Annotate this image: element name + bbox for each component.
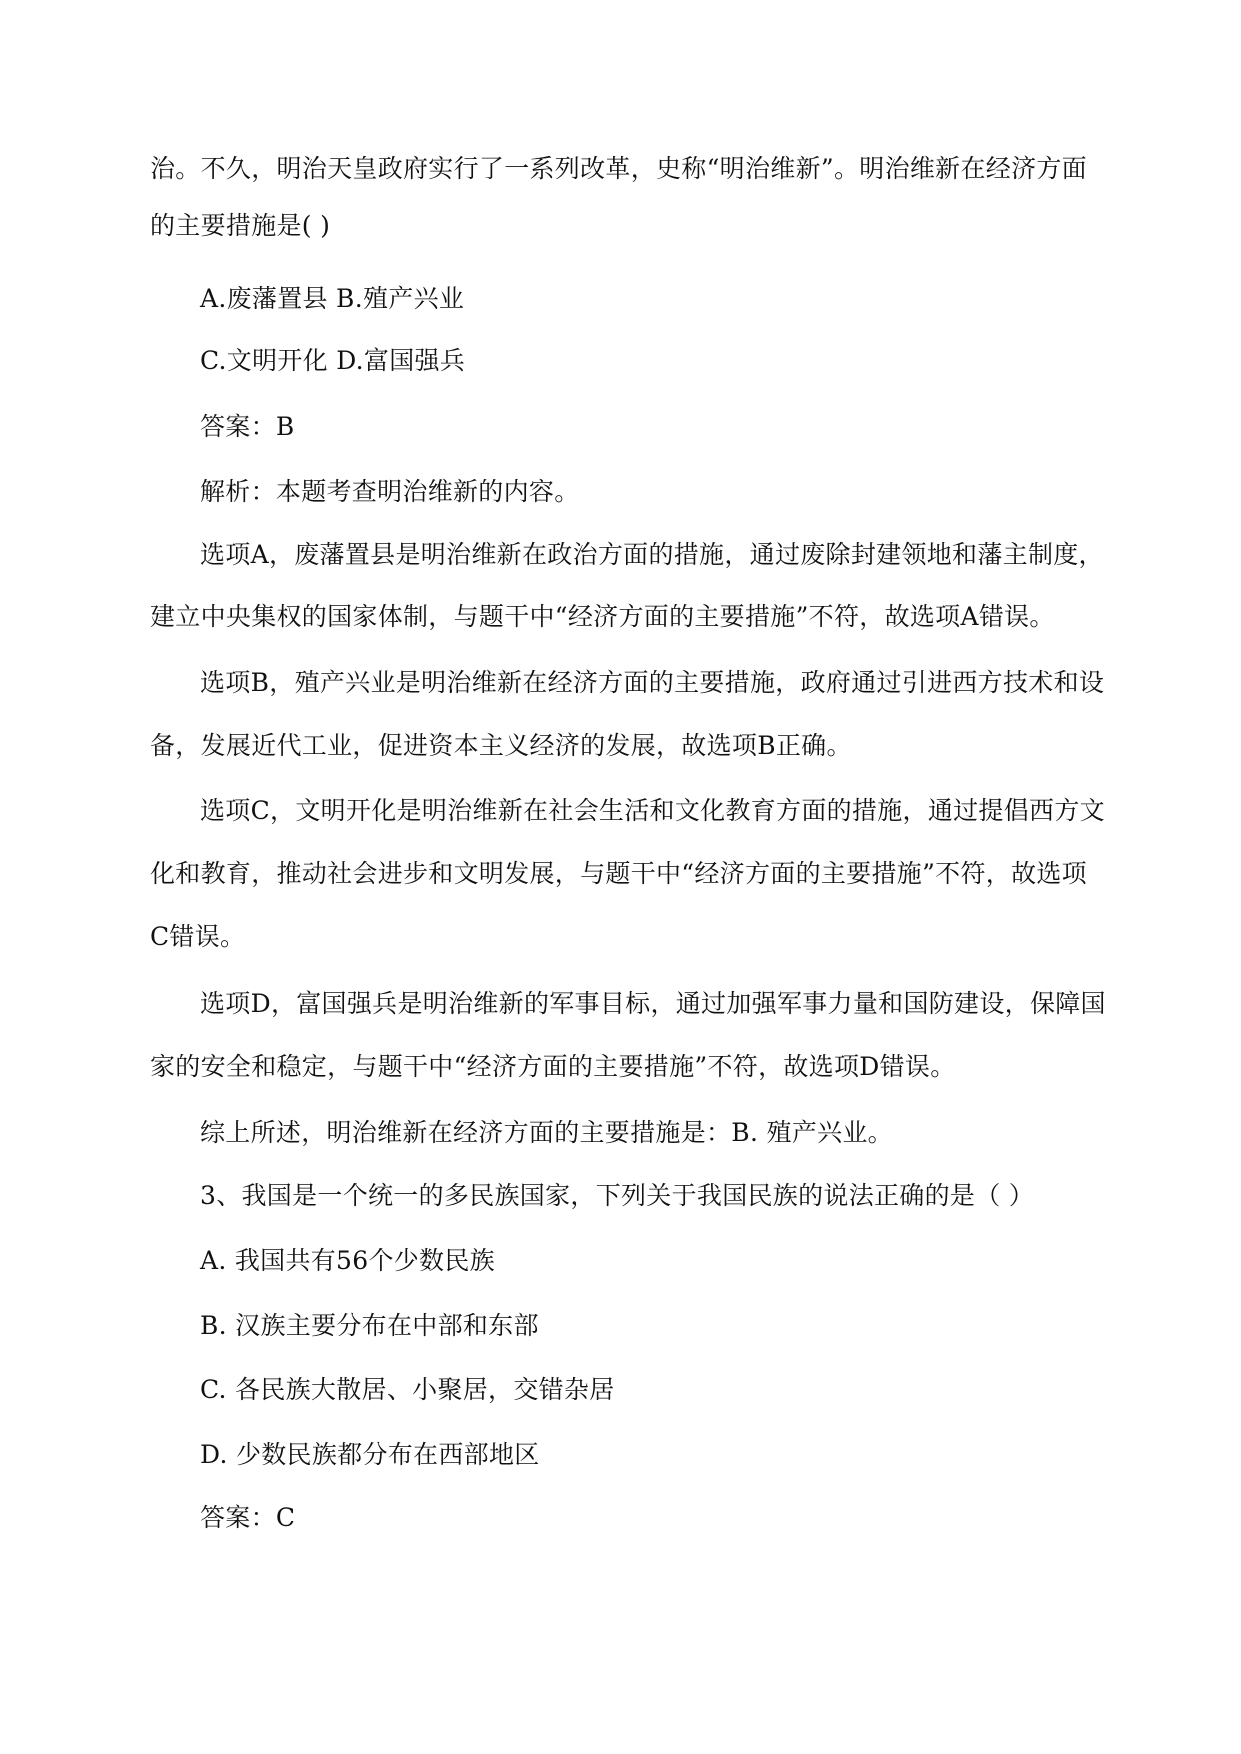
- question-2-stem-line-1: 治。不久，明治天皇政府实行了一系列改革，史称“明治维新”。明治维新在经济方面: [150, 154, 1087, 183]
- analysis-option-c-line-3: C错误。: [150, 922, 246, 951]
- question-2-options-cd: C.文明开化 D.富国强兵: [200, 346, 466, 375]
- analysis-option-c-line-1: 选项C，文明开化是明治维新在社会生活和文化教育方面的措施，通过提倡西方文: [200, 796, 1105, 825]
- question-2-options-ab: A.废藩置县 B.殖产兴业: [200, 284, 465, 313]
- analysis-option-c-line-2: 化和教育，推动社会进步和文明发展，与题干中“经济方面的主要措施”不符，故选项: [150, 859, 1087, 888]
- question-3-option-b: B. 汉族主要分布在中部和东部: [200, 1311, 539, 1340]
- question-2-analysis-intro: 解析：本题考查明治维新的内容。: [200, 477, 580, 506]
- question-3-stem: 3、我国是一个统一的多民族国家，下列关于我国民族的说法正确的是（ ）: [200, 1181, 1035, 1210]
- question-3-answer: 答案：C: [200, 1503, 296, 1532]
- analysis-option-a-line-1: 选项A，废藩置县是明治维新在政治方面的措施，通过废除封建领地和藩主制度，: [200, 540, 1104, 569]
- analysis-option-b-line-1: 选项B，殖产兴业是明治维新在经济方面的主要措施，政府通过引进西方技术和设: [200, 668, 1105, 697]
- analysis-option-d-line-1: 选项D，富国强兵是明治维新的军事目标，通过加强军事力量和国防建设，保障国: [200, 989, 1106, 1018]
- analysis-option-a-line-2: 建立中央集权的国家体制，与题干中“经济方面的主要措施”不符，故选项A错误。: [150, 602, 1055, 631]
- question-3-option-a: A. 我国共有56个少数民族: [200, 1246, 495, 1275]
- question-2-answer: 答案：B: [200, 412, 295, 441]
- analysis-option-b-line-2: 备，发展近代工业，促进资本主义经济的发展，故选项B正确。: [150, 731, 852, 760]
- question-2-stem-line-2: 的主要措施是( ): [150, 211, 331, 240]
- question-3-option-c: C. 各民族大散居、小聚居，交错杂居: [200, 1375, 615, 1404]
- analysis-option-d-line-2: 家的安全和稳定，与题干中“经济方面的主要措施”不符，故选项D错误。: [150, 1052, 956, 1081]
- analysis-conclusion: 综上所述，明治维新在经济方面的主要措施是：B. 殖产兴业。: [200, 1118, 893, 1147]
- question-3-option-d: D. 少数民族都分布在西部地区: [200, 1440, 540, 1469]
